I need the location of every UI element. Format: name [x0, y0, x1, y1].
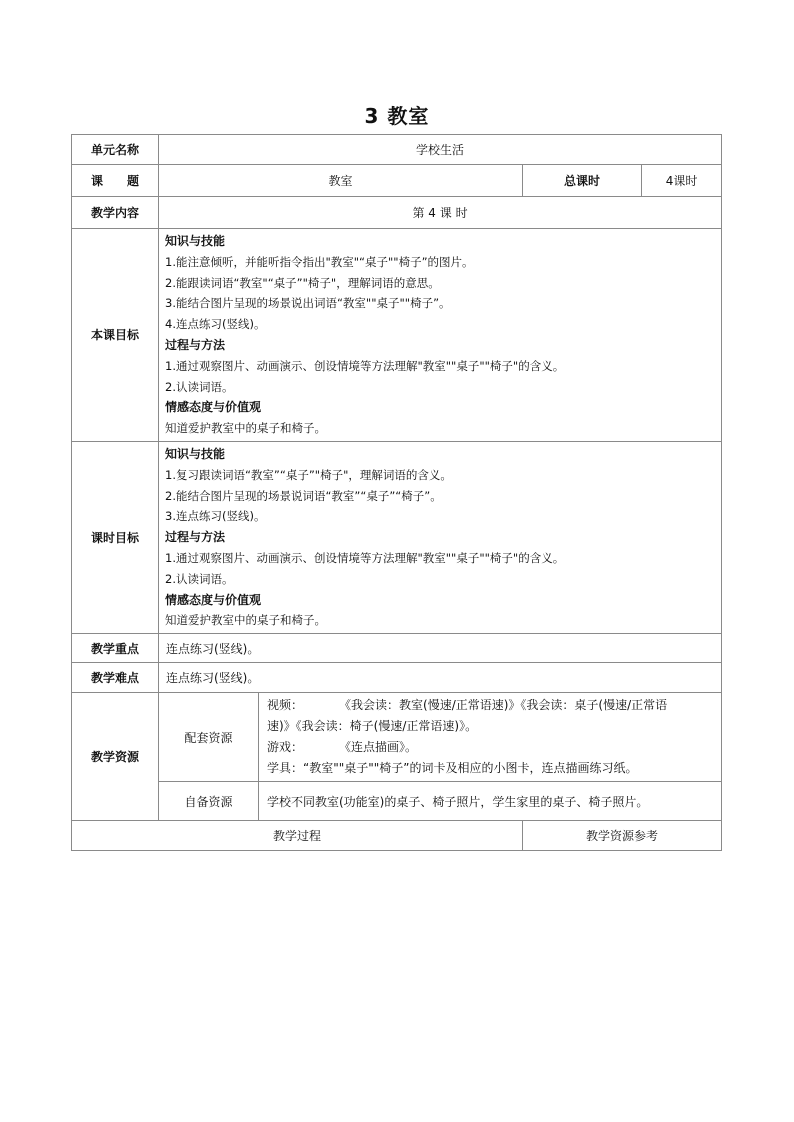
difficulty-value: 连点练习(竖线)。 — [159, 663, 722, 693]
resource-reference-header: 教学资源参考 — [523, 821, 722, 851]
content-value: 第 4 课 时 — [159, 197, 722, 229]
prepared-resources-value: 学校不同教室(功能室)的桌子、椅子照片，学生家里的桌子、椅子照片。 — [259, 782, 722, 821]
course-goals-content — [159, 229, 722, 442]
attitude-heading: 情感态度与价值观 — [165, 592, 262, 607]
key-point-value: 连点练习(竖线)。 — [159, 634, 722, 663]
video-list: 《我会读：教室(慢速/正常语速)》《我会读：桌子(慢速/正常语 — [339, 698, 668, 713]
game-value: 《连点描画》。 — [339, 740, 418, 755]
matching-resources-content — [259, 693, 722, 782]
key-point-label: 教学重点 — [72, 634, 159, 663]
matching-resources-label: 配套资源 — [159, 693, 259, 782]
goal-item: 3.能结合图片呈现的场景说出词语“教室""桌子""椅子”。 — [165, 296, 451, 311]
period-goals-row — [72, 441, 722, 633]
goal-item: 2.认读词语。 — [165, 571, 234, 586]
total-hours-value: 4课时 — [642, 165, 722, 197]
content-label: 教学内容 — [72, 197, 159, 229]
key-point-row — [72, 634, 722, 663]
video-label: 视频： — [267, 698, 304, 713]
process-heading: 过程与方法 — [165, 337, 226, 352]
page-title: 3 教室 — [364, 104, 430, 128]
course-goals-row — [72, 229, 722, 442]
period-goals-content — [159, 441, 722, 633]
attitude-heading: 情感态度与价值观 — [165, 400, 262, 415]
goal-item: 1.通过观察图片、动画演示、创设情境等方法理解"教室""桌子""椅子"的含义。 — [165, 550, 565, 565]
goal-item: 1.能注意倾听，并能听指令指出"教室"“桌子""椅子”的图片。 — [165, 254, 474, 269]
knowledge-heading: 知识与技能 — [165, 446, 226, 461]
goal-item: 3.连点练习(竖线)。 — [165, 509, 266, 524]
knowledge-heading: 知识与技能 — [165, 234, 226, 248]
footer-row — [72, 821, 722, 851]
lesson-row — [72, 165, 722, 197]
teaching-process-header: 教学过程 — [72, 821, 523, 851]
prepared-resources-row — [72, 782, 722, 821]
unit-value: 学校生活 — [159, 135, 722, 165]
goal-item: 知道爱护教室中的桌子和椅子。 — [165, 421, 326, 436]
goal-item: 知道爱护教室中的桌子和椅子。 — [165, 613, 326, 628]
process-heading: 过程与方法 — [165, 530, 226, 545]
unit-label: 单元名称 — [72, 135, 159, 165]
resources-label: 教学资源 — [72, 693, 159, 821]
unit-row — [72, 135, 722, 165]
video-list-continued: 速)》《我会读：椅子(慢速/正常语速)》。 — [267, 719, 478, 734]
learning-tools: 学具：“教室""桌子""椅子”的词卡及相应的小图卡，连点描画练习纸。 — [267, 761, 638, 776]
goal-item: 1.通过观察图片、动画演示、创设情境等方法理解"教室""桌子""椅子"的含义。 — [165, 358, 565, 373]
lesson-value: 教室 — [159, 165, 523, 197]
difficulty-row — [72, 663, 722, 693]
content-row — [72, 197, 722, 229]
goal-item: 4.连点练习(竖线)。 — [165, 317, 266, 332]
goal-item: 2.能跟读词语“教室"“桌子”"椅子"，理解词语的意思。 — [165, 275, 440, 290]
difficulty-label: 教学难点 — [72, 663, 159, 693]
goal-item: 1.复习跟读词语“教室”“桌子”"椅子"，理解词语的含义。 — [165, 467, 452, 482]
period-goals-label: 课时目标 — [72, 441, 159, 633]
goal-item: 2.能结合图片呈现的场景说词语“教室”“桌子”“椅子”。 — [165, 488, 442, 503]
total-hours-label: 总课时 — [523, 165, 642, 197]
game-label: 游戏： — [267, 740, 304, 755]
course-goals-label: 本课目标 — [72, 229, 159, 442]
lesson-plan-table — [71, 134, 722, 851]
lesson-label: 课 题 — [72, 165, 159, 197]
matching-resources-row — [72, 693, 722, 782]
goal-item: 2.认读词语。 — [165, 379, 234, 394]
prepared-resources-label: 自备资源 — [159, 782, 259, 821]
